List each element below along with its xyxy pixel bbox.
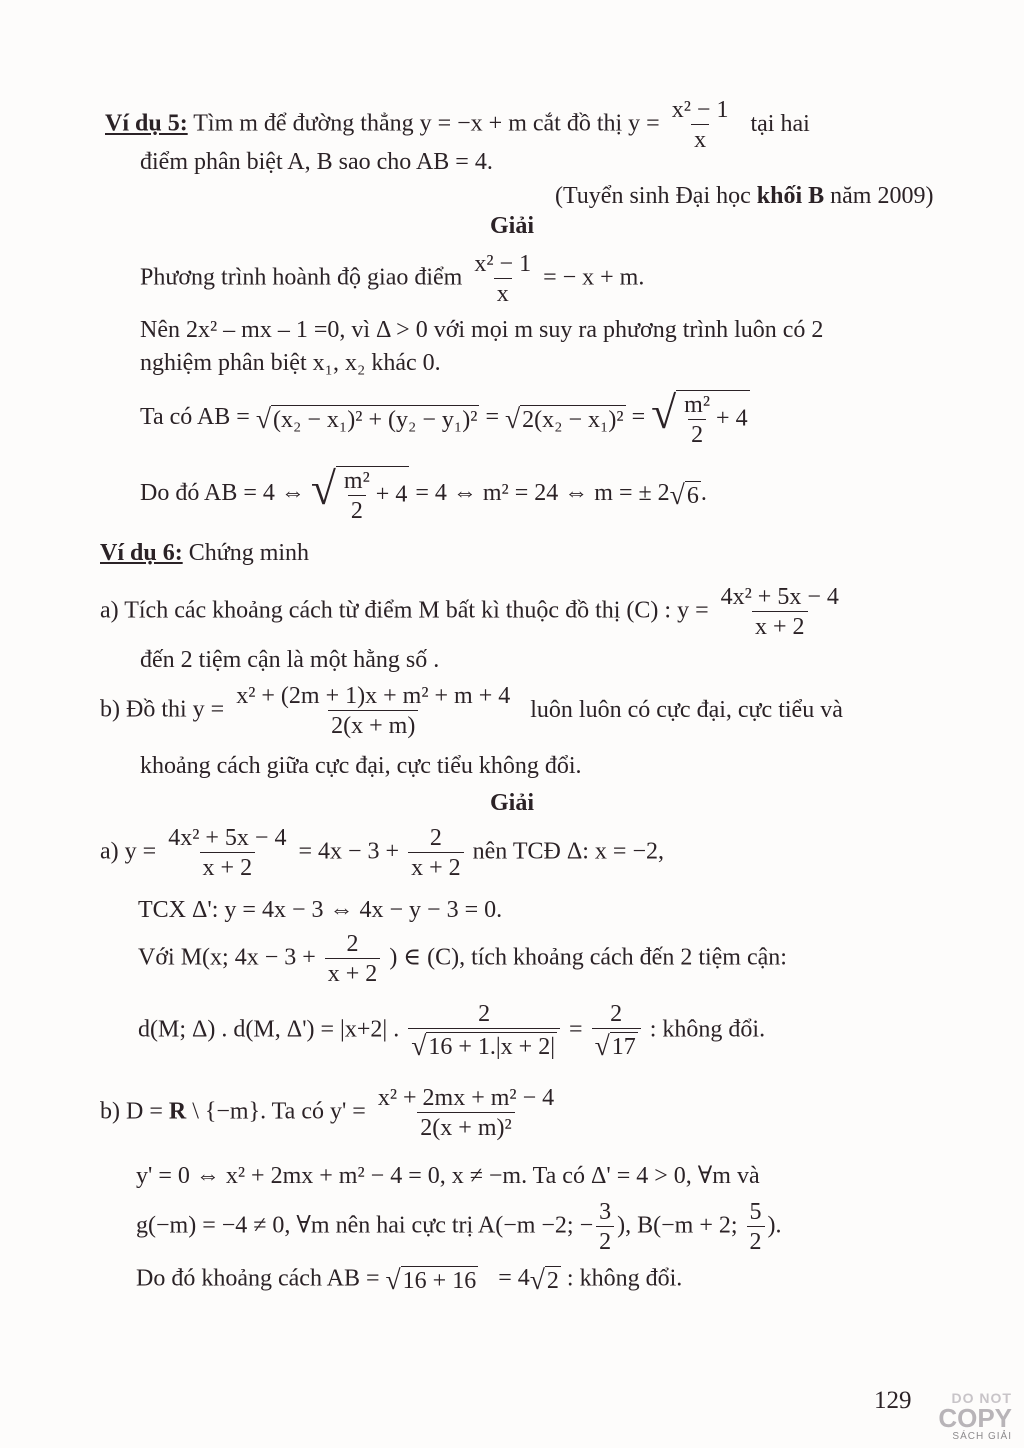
fraction: $\frac{\text{x² + (2m + 1)x + m² + m + 4}}{2(x + m)}$: [236, 683, 511, 739]
page-number: 129: [874, 1387, 912, 1414]
example-6-solution-b-line1: b) D = R \ {−m}. Ta có y' = $\frac{\text{x² + 2mx + m² − 4}}{\text{2(x + m)²}}$: [100, 1086, 560, 1140]
example-5-solution-line5: Do đó AB = 4 ⇔ √ $\frac{\text{m²}}{2}$ + 4 = 4 ⇔ m² = 24 ⇔ m = ± 2 √ 6 .: [140, 463, 707, 524]
watermark-copy: COPY: [938, 1403, 1012, 1433]
fraction: $\frac{\text{4x² + 5x − 4}}{x + 2}$: [720, 584, 839, 640]
fraction: $\frac{\text{4x² + 5x − 4}}{x + 2}$: [168, 825, 287, 881]
example-6-part-b-line1: b) Đồ thi y = $\frac{\text{x² + (2m + 1)x + m² + m + 4}}{2(x + m)}$ luôn luôn có cực đại, cực tiểu và: [100, 683, 843, 739]
example-5-solution-line3: nghiệm phân biệt x₁, x₂ khác 0.: [140, 350, 441, 376]
fraction: $\frac{\text{m²}}{2}$: [684, 392, 711, 448]
example-6-solution-a-line1: a) y = $\frac{\text{4x² + 5x − 4}}{x + 2}$ = 4x − 3 + $\frac{2}{x + 2}$ nên TCĐ Δ: x = −2,: [100, 825, 664, 881]
watermark: [938, 1391, 1012, 1442]
example-5-solution-heading: Giải: [489, 213, 534, 239]
example-6-solution-b-line2: y' = 0 ⇔ x² + 2mx + m² − 4 = 0, x ≠ −m. Ta có Δ' = 4 > 0, ∀m và: [136, 1163, 760, 1189]
example-5-solution-line2: Nên 2x² – mx – 1 =0, vì Δ > 0 với mọi m suy ra phương trình luôn có 2: [140, 317, 824, 343]
example-5-solution-line1: Phương trình hoành độ giao điểm $\frac{\text{x² − 1}}{x}$ = − x + m.: [140, 251, 645, 307]
example-5-label: Ví dụ 5:: [105, 110, 188, 137]
square-root: √ (x₂ − x₁)² + (y₂ − y₁)²: [255, 402, 478, 434]
watermark-brand: SÁCH GIẢI: [952, 1431, 1012, 1442]
example-6-solution-b-line3: g(−m) = −4 ≠ 0, ∀m nên hai cực trị A(−m −2; − $\frac{3}{2}$ ), B(−m + 2; $\frac{5}{2}$ ).: [136, 1199, 782, 1255]
square-root: √ $\frac{\text{m²}}{2}$ + 4: [651, 387, 748, 448]
square-root: √ 6: [669, 478, 699, 510]
example-6-solution-a-line3: Với M(x; 4x − 3 + $\frac{2}{x + 2}$ ) ∈ (C), tích khoảng cách đến 2 tiệm cận:: [138, 931, 787, 987]
square-root: √ 17: [594, 1030, 636, 1061]
example-5-solution-line4: Ta có AB = √ (x₂ − x₁)² + (y₂ − y₁)² = √ 2(x₂ − x₁)² = √ $\frac{\text{m²}}{2}$ + 4: [140, 387, 748, 448]
example-6-solution-heading: Giải: [489, 790, 534, 816]
example-6-solution-b-line4: Do đó khoảng cách AB = √ 16 + 16 = 4 √ 2 : không đổi.: [136, 1264, 683, 1295]
example-6-heading: Ví dụ 6: Chứng minh: [100, 540, 310, 566]
fraction: $\frac{\text{x² − 1}}{x}$: [474, 251, 532, 307]
fraction: $\frac{\text{x² + 2mx + m² − 4}}{\text{2(x + m)²}}$: [377, 1085, 555, 1141]
fraction: $\frac{2}{x + 2}$: [325, 932, 381, 986]
square-root: √ 2: [529, 1264, 559, 1295]
example-5-source: (Tuyển sinh Đại học khối B năm 2009): [555, 183, 934, 209]
example-6-part-b-line2: khoảng cách giữa cực đại, cực tiểu không đổi.: [140, 753, 582, 779]
square-root: √ $\frac{\text{m²}}{2}$ + 4: [310, 463, 408, 524]
fraction: $\frac{2}{x + 2}$: [408, 826, 464, 880]
example-6-part-a-line1: a) Tích các khoảng cách từ điểm M bất kì thuộc đồ thị (C) : y = $\frac{\text{4x² + 5x − 4}}{x + 2}$: [100, 585, 845, 639]
fraction: $\frac{5}{2}$: [747, 1200, 765, 1254]
fraction: $\frac{3}{2}$: [596, 1200, 614, 1254]
fraction: 2 √ 17: [592, 1002, 641, 1060]
fraction: 2 √ 16 + 1.|x + 2|: [408, 1002, 560, 1060]
example-5-statement-line1: Ví dụ 5: Tìm m để đường thẳng y = −x + m cắt đồ thị y = $\frac{\text{x² − 1}}{x}$ tại hai: [105, 97, 810, 153]
square-root: √ 2(x₂ − x₁)²: [504, 402, 624, 434]
fraction: $\frac{\text{x² − 1}}{x}$: [671, 97, 729, 153]
example-5-statement-line2: điểm phân biệt A, B sao cho AB = 4.: [140, 149, 493, 175]
example-6-label: Ví dụ 6:: [100, 540, 183, 566]
square-root: √ 16 + 16: [385, 1264, 477, 1295]
example-6-solution-a-line2: TCX Δ': y = 4x − 3 ⇔ 4x − y − 3 = 0.: [138, 897, 503, 923]
square-root: √ 16 + 1.|x + 2|: [411, 1030, 556, 1061]
fraction: $\frac{\text{m²}}{2}$: [343, 468, 370, 524]
example-6-part-a-line2: đến 2 tiệm cận là một hằng số .: [140, 647, 440, 673]
example-6-solution-a-line4: d(M; Δ) . d(M, Δ') = |x+2| . 2 √ 16 + 1.|x + 2| = 2 √ 17 : không đổi.: [138, 1001, 766, 1061]
watermark-do-not: DO NOT: [951, 1390, 1012, 1406]
